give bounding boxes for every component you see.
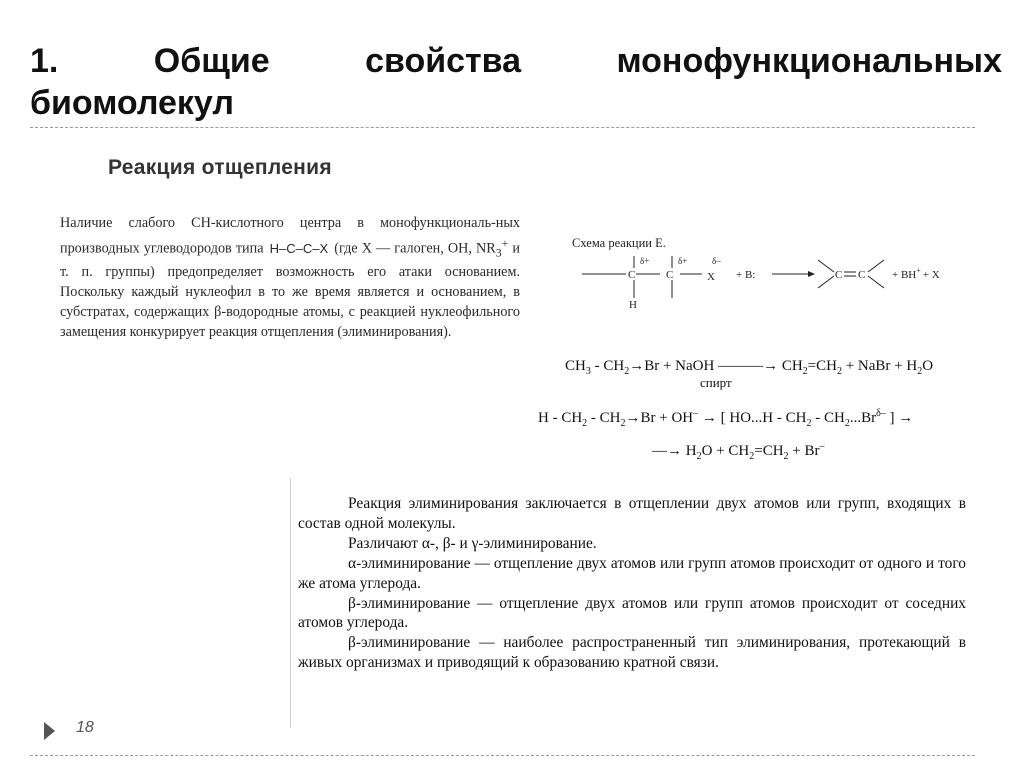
body-paragraph-4: β-элиминирование — отщепление двух атомов или групп атомов происходит от соседних атомов углерода. [298, 594, 966, 632]
next-slide-arrow-icon[interactable] [44, 722, 55, 740]
title-word-1: Общие [153, 42, 270, 80]
intro-text-3: и т. п. группы) предопределяет возможность его атаки основанием. Поскольку каждый нуклеофил в то же время является и основанием, в субстратах, содержащих β-водородные атомы, с реакцией нуклеофильного замещения конкурирует реакция отщепления (элиминирования). [60, 240, 521, 340]
scheme-delta-2: δ+ [678, 256, 688, 266]
title-line-2: биомолекул [30, 84, 234, 122]
intro-text-1: Наличие слабого СН-кислотного центра в монофункциональ-ных производных углеводородов типа [60, 215, 520, 257]
scheme-delta-1: δ+ [640, 256, 650, 266]
scheme-h: H [629, 299, 637, 311]
body-paragraph-5: β-элиминирование — наиболее распространенный тип элиминирования, протекающий в живых организмах и приводящий к образованию кратной связи. [298, 634, 966, 672]
elimination-description [298, 494, 966, 673]
title-line-1 [30, 40, 1002, 82]
scheme-x: X [707, 271, 715, 283]
intro-text-2: (где X — галоген, OH, NR [334, 240, 496, 257]
footer-divider [30, 755, 975, 756]
scheme-c2: C [666, 269, 674, 281]
intro-sub: 3 [495, 245, 502, 260]
scheme-label: Схема реакции Е. [572, 236, 666, 250]
scheme-delta-3: δ– [712, 256, 721, 266]
title-number: 1. [30, 42, 59, 80]
scheme-products: + BH+ + X [892, 266, 940, 281]
scheme-c3: C [835, 269, 843, 281]
section-heading: Реакция отщепления [108, 156, 332, 179]
body-paragraph-3: α-элиминирование — отщепление двух атомов или групп атомов происходит от одного и того же атома углерода. [298, 554, 966, 592]
intro-paragraph [60, 214, 520, 342]
equation-1: $CH_3 - CH_2\to Br$ + NaOH ———→ $CH_2=CH_2$ + NaBr + $H_2O$ [565, 358, 934, 377]
slide-title [30, 40, 1002, 124]
body-paragraph-2: Различают α-, β- и γ-элиминирование. [348, 534, 597, 552]
reaction-condition: спирт [700, 375, 732, 390]
scheme-c1: C [628, 269, 636, 281]
title-word-2: свойства [365, 42, 522, 80]
page-number: 18 [76, 719, 94, 736]
reaction-scheme [572, 250, 972, 312]
scheme-c4: C [858, 269, 866, 281]
scan-edge [290, 478, 291, 728]
equation-2: $H - CH_2 - CH_2\to Br + OH^-$ → [ $HO...H - CH_2 - CH_2...Br^{\delta-}$ ] → [538, 408, 914, 429]
body-paragraph-1: Реакция элиминирования заключается в отщеплении двух атомов или групп, входящих в состав одной молекулы. [298, 495, 966, 532]
title-divider [30, 127, 975, 128]
title-word-3: монофункциональных [616, 42, 1002, 80]
general-structure-formula: H–C–C–X [269, 240, 329, 256]
scheme-base: + B: [736, 269, 756, 281]
intro-sup: + [501, 235, 509, 250]
equation-3: —→ $H_2O + CH_2=CH_2 + Br^-$ [652, 441, 825, 462]
